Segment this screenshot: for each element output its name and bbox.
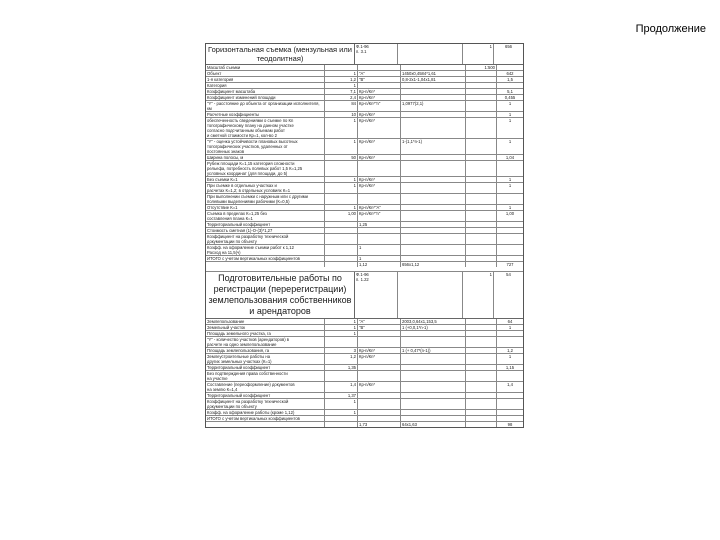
table-cell <box>401 155 466 160</box>
table-cell: Без подтверждения права собственности на участке <box>206 371 325 381</box>
table-cell <box>401 365 466 370</box>
table-row <box>206 234 523 245</box>
table-cell: обеспеченность сведениями о съемке по Кn топографическому плану на данном участке согласно подсчитанным объемам работ и сметной стоимости Кр=1, кол-во 2 <box>206 118 325 138</box>
table-cell <box>401 410 466 415</box>
table-cell: 5,1 <box>507 89 513 94</box>
table-cell <box>466 161 497 176</box>
table-cell <box>466 393 497 398</box>
table-cell <box>401 234 466 244</box>
table-cell <box>325 65 358 70</box>
table-cell: 1,00 <box>325 211 358 221</box>
table-cell: 1,4 <box>507 382 513 387</box>
table-cell: Коэфф. на оформление работы (кроме 1,12) <box>206 410 325 415</box>
table-row <box>206 337 523 348</box>
table-cell <box>325 222 358 227</box>
table-cell: 3 <box>325 348 358 353</box>
table-cell <box>358 161 401 176</box>
table-cell <box>401 337 466 347</box>
table-cell: "В" <box>358 325 401 330</box>
table-cell <box>358 416 401 421</box>
table-cell: 1 <box>325 83 358 88</box>
table-cell <box>466 410 497 415</box>
table-cell: "А" <box>358 71 401 76</box>
table-cell: 1-(1,1*n-1) <box>401 139 466 154</box>
table-cell <box>401 399 466 409</box>
table-cell: 0,8-2x1-1,04x1,81 <box>401 77 466 82</box>
table-row <box>206 262 523 267</box>
table-cell: 1 <box>358 245 401 255</box>
table-cell: "А" <box>358 319 401 324</box>
table-cell <box>466 155 497 160</box>
table-cell: Съемка в пределах К=1,25 без составления плана К=1 <box>206 211 325 221</box>
table-cell <box>466 112 497 117</box>
section1-header <box>206 44 523 65</box>
table-cell: Кр-n/Кn* <box>358 112 401 117</box>
table-cell: "Y" - расстояние до объекта от организации исполнителя, км <box>206 101 325 111</box>
table-cell <box>466 422 497 427</box>
section2-base-cost: 54 <box>506 272 511 277</box>
table-cell <box>466 77 497 82</box>
table-cell: "Y" - количество участков (арендаторов) в расчете на одно землепользование <box>206 337 325 347</box>
table-cell <box>325 422 358 427</box>
table-cell: 10 <box>325 112 358 117</box>
table-cell <box>466 354 497 364</box>
table-cell <box>466 83 497 88</box>
table-cell <box>466 205 497 210</box>
table-cell <box>401 112 466 117</box>
table-cell <box>466 382 497 392</box>
table-cell: 1,73 <box>358 422 401 427</box>
table-cell <box>497 228 523 233</box>
table-cell: 1,5 <box>507 77 513 82</box>
table-cell: 1 <box>325 410 358 415</box>
table-cell: 84 <box>325 101 358 111</box>
table-cell <box>325 234 358 244</box>
table-cell: 1 <box>358 256 401 261</box>
table-cell: 1 <box>325 118 358 138</box>
table-cell: 64 <box>507 319 513 324</box>
table-row <box>206 245 523 256</box>
table-cell: Кр-n/Кn* <box>358 354 401 364</box>
table-row <box>206 183 523 194</box>
table-cell: Стоимость сметная (1)-О-(3)*1,27 <box>206 228 325 233</box>
table-cell: 0,455 <box>504 95 516 100</box>
table-cell: Коэффициент на разработку технической документации по объекту <box>206 399 325 409</box>
table-cell <box>401 89 466 94</box>
table-cell <box>466 331 497 336</box>
table-cell: Коэффициент на разработку технической документации по объекту <box>206 234 325 244</box>
table-cell <box>325 416 358 421</box>
section2-head-k: 1 <box>463 272 494 318</box>
table-cell: 1 <box>508 354 512 359</box>
table-cell <box>466 245 497 255</box>
section1-rows <box>206 65 523 267</box>
table-cell: Кр-n/Кn*"А" <box>358 205 401 210</box>
table-cell <box>401 83 466 88</box>
section2-header <box>206 272 523 319</box>
table-cell: Кр-n/Кn* <box>358 118 401 138</box>
table-cell: 1:500 <box>466 65 497 70</box>
table-cell: Объект <box>206 71 325 76</box>
table-cell <box>466 71 497 76</box>
table-cell: 656x1,12 <box>401 262 466 267</box>
table-cell <box>497 222 523 227</box>
table-cell <box>401 161 466 176</box>
table-cell <box>466 95 497 100</box>
table-cell <box>466 325 497 330</box>
table-cell <box>466 118 497 138</box>
table-row <box>206 139 523 155</box>
table-row <box>206 194 523 205</box>
table-cell <box>401 211 466 221</box>
table-cell <box>401 228 466 233</box>
table-cell: 1,2 <box>507 348 513 353</box>
table-cell <box>401 245 466 255</box>
estimate-table <box>205 43 524 428</box>
table-cell <box>401 416 466 421</box>
section2-ref: Ф.1-96 п. 1.22 <box>355 272 398 318</box>
table-cell: 1 <box>325 331 358 336</box>
table-cell <box>401 95 466 100</box>
table-cell <box>466 89 497 94</box>
table-cell: 1 (+0,0,1*n-1) <box>401 325 466 330</box>
table-cell: Отсутствие К=1 <box>206 205 325 210</box>
table-cell <box>497 245 523 255</box>
table-cell <box>466 371 497 381</box>
table-cell <box>466 177 497 182</box>
table-cell <box>466 348 497 353</box>
table-cell <box>497 234 523 244</box>
table-cell <box>401 256 466 261</box>
table-cell: 1,15 <box>505 365 515 370</box>
table-cell <box>497 393 523 398</box>
table-row <box>206 211 523 222</box>
table-cell: Кр-n/Кn* <box>358 183 401 193</box>
table-cell <box>325 228 358 233</box>
table-cell <box>497 410 523 415</box>
table-cell <box>497 161 523 176</box>
table-cell: Кр-n/Кn*"n" <box>358 211 401 221</box>
table-cell <box>325 262 358 267</box>
table-cell: При съемке в отдельных участках и расчетах К=1,2; в отдельных условиях К=1 <box>206 183 325 193</box>
table-cell: 1 <box>508 325 512 330</box>
table-cell: 1,04 <box>505 155 515 160</box>
table-row <box>206 422 523 427</box>
table-cell: Кр-n/Кn* <box>358 89 401 94</box>
table-cell <box>206 422 325 427</box>
section1-ref: Ф.1-96 п. 3.1 <box>355 44 398 64</box>
continuation-label: Продолжение <box>635 23 706 35</box>
table-cell: 2003,0,64x1,153,5 <box>401 319 466 324</box>
table-cell <box>358 194 401 204</box>
table-cell: 1,0977(2,1) <box>401 101 466 111</box>
table-cell <box>466 337 497 347</box>
table-cell: 1 <box>508 183 512 188</box>
table-cell: 1,35 <box>325 365 358 370</box>
table-cell: ИТОГО с учетом вертикальных коэффициентов <box>206 256 325 261</box>
table-cell: Без съемки К=1 <box>206 177 325 182</box>
table-cell <box>497 371 523 381</box>
table-cell: Коэфф. на оформление съемки работ к 1,12 Расход на 11,5(ч) <box>206 245 325 255</box>
table-cell <box>206 262 325 267</box>
table-cell <box>401 177 466 182</box>
table-cell <box>401 183 466 193</box>
table-cell <box>358 65 401 70</box>
table-cell <box>358 228 401 233</box>
table-cell: 1,37 <box>325 393 358 398</box>
table-cell: 1 <box>325 399 358 409</box>
table-cell: Кр-n/Кn* <box>358 139 401 154</box>
table-cell: 1 <box>325 325 358 330</box>
table-cell: Площадь земельного участка, га <box>206 331 325 336</box>
table-cell: Территориальный коэффициент <box>206 365 325 370</box>
table-cell: 1 <box>508 118 512 123</box>
table-cell: Кр-n/Кn*"n" <box>358 101 401 111</box>
table-cell <box>497 194 523 204</box>
table-cell <box>325 256 358 261</box>
table-cell: Территориальный коэффициент <box>206 393 325 398</box>
table-cell: Земельный участок <box>206 325 325 330</box>
table-cell: 1,25 <box>358 222 401 227</box>
table-cell: 1 <box>325 71 358 76</box>
table-cell: Кр-n/Кn* <box>358 382 401 392</box>
table-row <box>206 382 523 393</box>
table-cell: Расчетные коэффициенты <box>206 112 325 117</box>
table-cell <box>325 161 358 176</box>
table-row <box>206 371 523 382</box>
table-cell <box>401 194 466 204</box>
table-cell <box>325 194 358 204</box>
table-cell <box>358 337 401 347</box>
table-cell <box>358 234 401 244</box>
table-cell: 1 (+ 0,47*(n-1)) <box>401 348 466 353</box>
table-cell <box>466 399 497 409</box>
table-cell: Коэффициент масштаба <box>206 89 325 94</box>
table-cell <box>466 222 497 227</box>
table-cell <box>497 256 523 261</box>
table-cell <box>466 183 497 193</box>
table-cell <box>466 211 497 221</box>
table-cell: 98 <box>507 422 513 427</box>
table-cell: 1 <box>325 319 358 324</box>
table-cell: 1 <box>325 205 358 210</box>
table-cell: 50 <box>325 155 358 160</box>
table-cell: 1 <box>508 101 512 106</box>
table-cell <box>401 118 466 138</box>
table-cell: Рубеж площади К=1,15 категория сложности рельефа, потребность полевых работ 1,5 К=1,25 условных координат (для площади, до 5) <box>206 161 325 176</box>
table-cell <box>466 365 497 370</box>
table-cell: 1,4 <box>325 382 358 392</box>
table-cell <box>358 331 401 336</box>
table-cell: Масштаб съемки <box>206 65 325 70</box>
section1-title: Горизонтальная съемка (мензульная или теодолитная) <box>206 44 355 64</box>
section2-title: Подготовительные работы по регистрации (перерегистрации) землепользования собственников и арендаторов <box>206 272 355 318</box>
table-cell: 2,4 <box>325 95 358 100</box>
table-cell <box>401 331 466 336</box>
table-cell <box>401 371 466 381</box>
table-row <box>206 101 523 112</box>
table-cell <box>497 65 523 70</box>
table-cell <box>358 393 401 398</box>
table-cell: 1 <box>325 139 358 154</box>
table-row <box>206 399 523 410</box>
table-cell: 1,2 <box>325 77 358 82</box>
table-cell: "Y" - оценка устойчивости плановых высотных топографических участков, удаленных от постоянных знаков <box>206 139 325 154</box>
table-cell: 1,2 <box>325 354 358 364</box>
table-cell <box>358 83 401 88</box>
table-cell: Категория <box>206 83 325 88</box>
table-cell: Кр-n/Кn* <box>358 95 401 100</box>
table-cell <box>358 365 401 370</box>
table-cell: Ширина полосы, м <box>206 155 325 160</box>
table-cell: Кр-n/Кn* <box>358 177 401 182</box>
table-cell: "В" <box>358 77 401 82</box>
section2-rows <box>206 319 523 427</box>
table-cell: Составление (переоформление) документов на землю К=1,4 <box>206 382 325 392</box>
section1-base-cost: 656 <box>505 44 512 49</box>
table-cell <box>497 83 523 88</box>
table-cell: При выполнении съемки с наружным или с другими полевыми выделениями рабочими (К=0,5) <box>206 194 325 204</box>
table-cell <box>401 382 466 392</box>
table-cell <box>401 65 466 70</box>
table-cell <box>401 222 466 227</box>
table-cell <box>325 337 358 347</box>
table-cell <box>466 262 497 267</box>
table-cell: 1 <box>508 205 512 210</box>
table-cell: Площадь землепользования, га <box>206 348 325 353</box>
section1-head-k: 1 <box>463 44 494 64</box>
table-cell <box>466 319 497 324</box>
table-cell <box>497 399 523 409</box>
table-cell: Кр-n/Кn* <box>358 348 401 353</box>
table-cell: 1 <box>508 177 512 182</box>
table-cell <box>497 331 523 336</box>
table-cell: 1 <box>508 139 512 144</box>
table-cell: Территориальный коэффициент <box>206 222 325 227</box>
table-cell <box>401 354 466 364</box>
table-cell: 7,1 <box>325 89 358 94</box>
table-cell <box>358 371 401 381</box>
table-cell: Коэффициент изменений площади <box>206 95 325 100</box>
table-cell <box>466 228 497 233</box>
table-cell <box>325 245 358 255</box>
table-cell <box>466 101 497 111</box>
table-row <box>206 354 523 365</box>
table-cell: 642 <box>506 71 514 76</box>
table-cell: 64x1,63 <box>401 422 466 427</box>
table-cell: Землеустроительные работы на других земельных участках (К=1) <box>206 354 325 364</box>
table-cell <box>401 393 466 398</box>
table-cell: Кр-n/Кn* <box>358 155 401 160</box>
table-cell: 1450x0,4584*1,61 <box>401 71 466 76</box>
table-cell <box>325 371 358 381</box>
table-row <box>206 161 523 177</box>
table-cell <box>466 139 497 154</box>
table-cell <box>497 337 523 347</box>
table-cell <box>497 416 523 421</box>
table-cell <box>466 416 497 421</box>
table-cell: 1-я категория <box>206 77 325 82</box>
table-cell: 1,00 <box>505 211 515 216</box>
table-cell <box>466 234 497 244</box>
table-cell <box>401 205 466 210</box>
table-cell <box>358 410 401 415</box>
table-cell <box>466 256 497 261</box>
table-cell: 1 <box>508 112 512 117</box>
table-cell: 1,12 <box>358 262 401 267</box>
table-cell <box>358 399 401 409</box>
table-cell: 1 <box>325 177 358 182</box>
table-cell: 1 <box>325 183 358 193</box>
table-cell <box>466 194 497 204</box>
table-cell: 727 <box>506 262 514 267</box>
table-cell: ИТОГО с учетом вертикальных коэффициентов <box>206 416 325 421</box>
table-row <box>206 118 523 139</box>
table-cell: Землепользование <box>206 319 325 324</box>
